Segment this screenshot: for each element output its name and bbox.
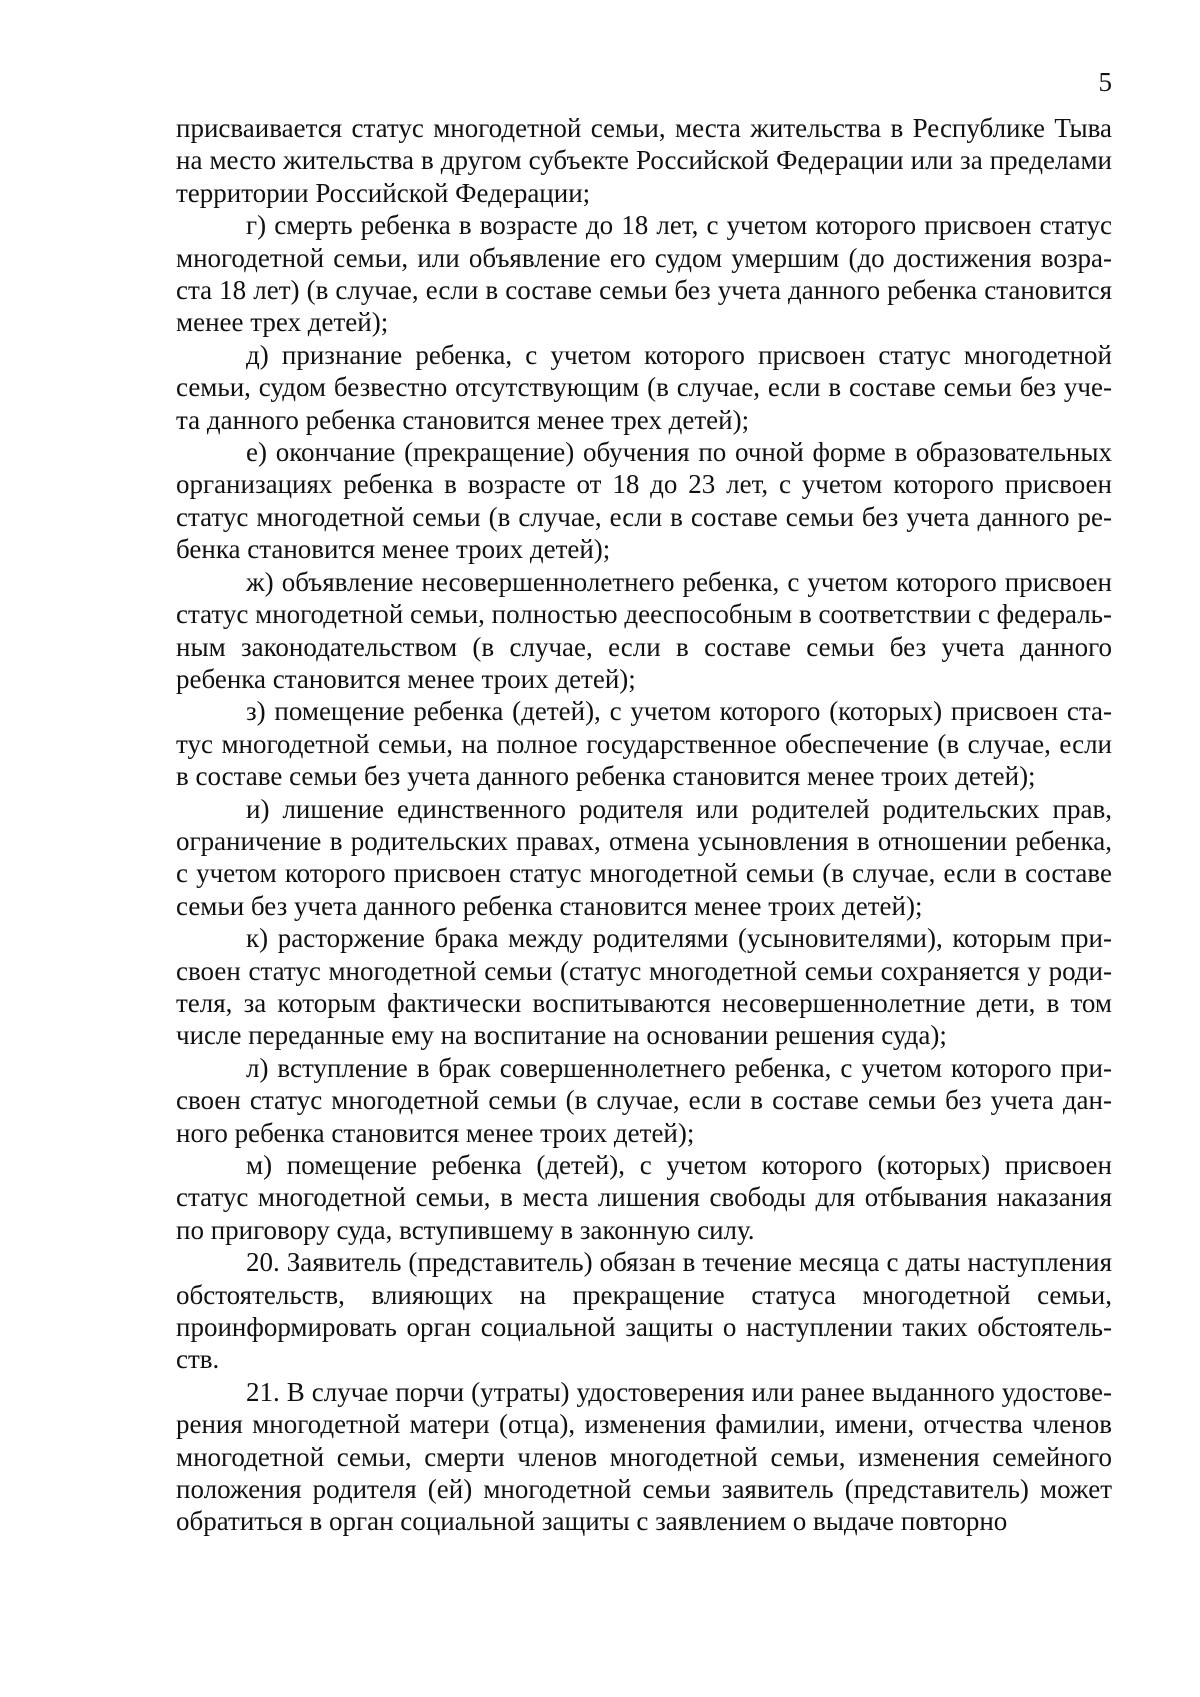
paragraph-item-l: л) вступление в брак совершеннолетнего ребенка, с учетом которого присвоен статус многодетной семьи (в случае, если в составе семьи без учета данного ребенка становится менее троих детей);: [176, 1052, 1112, 1148]
page-number: 5: [1098, 67, 1112, 97]
paragraph-item-g: г) смерть ребенка в возрасте до 18 лет, с учетом которого присвоен статус многодетной семьи, или объявление его судом умершим (до достижения возраста 18 лет) (в случае, если в составе семьи без учета данного ребенка становится менее трех детей);: [176, 210, 1112, 338]
paragraph-item-m: м) помещение ребенка (детей), с учетом которого (которых) присвоен статус многодетной семьи, в места лишения свободы для отбывания наказания по приговору суда, вступившему в законную силу.: [176, 1150, 1112, 1245]
paragraph-continuation: присваивается статус многодетной семьи, места жительства в Республике Тыва на место жительства в другом субъекте Российской Федерации или за пределами территории Российской Федерации;: [176, 113, 1112, 208]
paragraph-item-i: и) лишение единственного родителя или родителей родительских прав, ограничение в родительских правах, отмена усыновления в отношении ребенка, с учетом которого присвоен статус многодетной семьи (в случае, если в составе семьи без учета данного ребенка становится менее троих детей);: [176, 793, 1112, 921]
paragraph-clause-21: 21. В случае порчи (утраты) удостоверения или ранее выданного удостоверения многодетной матери (отца), изменения фамилии, имени, отчества членов многодетной семьи, смерти членов многодетной семьи, изменения семейного положения родителя (ей) многодетной семьи заявитель (представитель) может обратиться в орган социальной защиты с заявлением о выдаче повторно: [176, 1376, 1112, 1537]
paragraph-item-d: д) признание ребенка, с учетом которого присвоен статус многодетной семьи, судом безвестно отсутствующим (в случае, если в составе семьи без учета данного ребенка становится менее трех детей);: [176, 339, 1112, 435]
paragraph-item-zh: ж) объявление несовершеннолетнего ребенка, с учетом которого присвоен статус многодетной семьи, полностью дееспособным в соответствии с федеральным законодательством (в случае, если в составе семьи без учета данного ребенка становится менее троих детей);: [176, 566, 1112, 694]
document-body: [176, 112, 1112, 1538]
paragraph-item-z: з) помещение ребенка (детей), с учетом которого (которых) присвоен статус многодетной семьи, на полное государственное обеспечение (в случае, если в составе семьи без учета данного ребенка становится менее троих детей);: [176, 696, 1112, 792]
paragraph-item-e: е) окончание (прекращение) обучения по очной форме в образовательных организациях ребенка в возрасте от 18 до 23 лет, с учетом которого присвоен статус многодетной семьи (в случае, если в составе семьи без учета данного ребенка становится менее троих детей);: [176, 437, 1112, 565]
paragraph-item-k: к) расторжение брака между родителями (усыновителями), которым присвоен статус многодетной семьи (статус многодетной семьи сохраняется у родителя, за которым фактически воспитываются несовершеннолетние дети, в том числе переданные ему на воспитание на основании решения суда);: [176, 923, 1112, 1051]
paragraph-clause-20: 20. Заявитель (представитель) обязан в течение месяца с даты наступления обстоятельств, влияющих на прекращение статуса многодетной семьи, проинформировать орган социальной защиты о наступлении таких обстоятельств.: [176, 1247, 1112, 1375]
